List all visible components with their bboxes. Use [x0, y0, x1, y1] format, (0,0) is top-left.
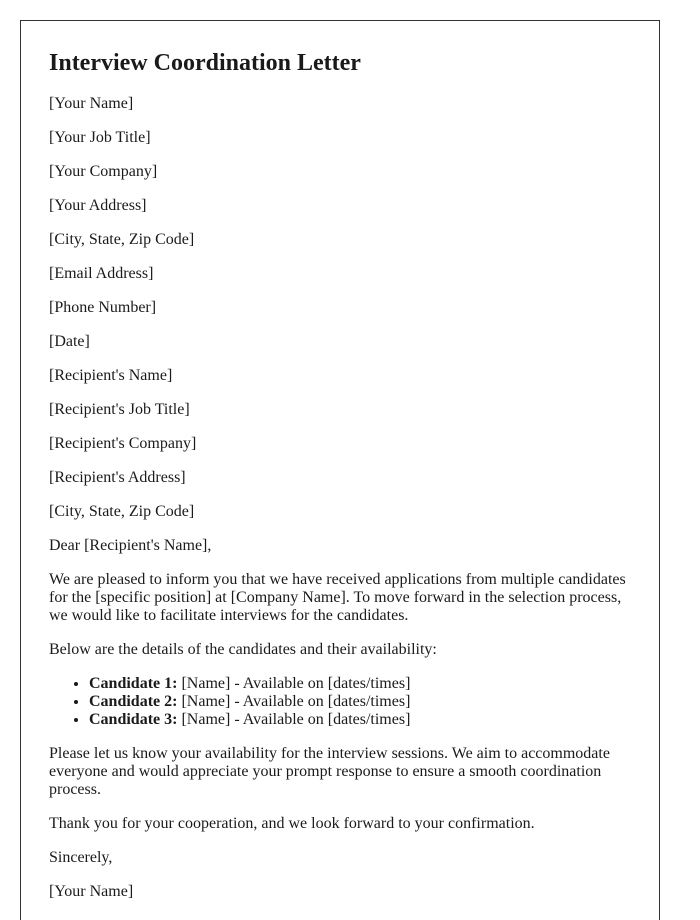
sender-email: [Email Address] — [49, 265, 154, 282]
recipient-name: [Recipient's Name] — [49, 367, 173, 384]
thanks-paragraph: Thank you for your cooperation, and we look forward to your confirmation. — [49, 815, 535, 832]
candidate-label: Candidate 3: — [89, 711, 178, 728]
candidate-list — [49, 675, 633, 729]
letter-header — [49, 95, 633, 571]
candidate-detail: [Name] - Available on [dates/times] — [177, 711, 411, 728]
recipient-address: [Recipient's Address] — [49, 469, 186, 486]
candidates-intro-paragraph: Below are the details of the candidates and their availability: — [49, 641, 437, 658]
recipient-company: [Recipient's Company] — [49, 435, 197, 452]
candidate-item — [89, 711, 633, 729]
letter-body — [49, 571, 633, 917]
sender-city-state-zip: [City, State, Zip Code] — [49, 231, 195, 248]
salutation: Dear [Recipient's Name], — [49, 537, 212, 554]
signature-name: [Your Name] — [49, 883, 134, 900]
candidate-label: Candidate 2: — [89, 693, 178, 710]
intro-paragraph: We are pleased to inform you that we have received applications from multiple candidates for the [specific position] at [Company Name]. To move forward in the selection process, we would like to facilitate interviews for the candidates. — [49, 571, 626, 624]
sender-company: [Your Company] — [49, 163, 158, 180]
letter-date: [Date] — [49, 333, 90, 350]
candidate-item — [89, 675, 633, 693]
letter-title: Interview Coordination Letter — [49, 50, 361, 76]
candidate-item — [89, 693, 633, 711]
letter-page — [20, 20, 660, 920]
candidate-label: Candidate 1: — [89, 675, 178, 692]
availability-paragraph: Please let us know your availability for the interview sessions. We aim to accommodate everyone and would appreciate your prompt response to ensure a smooth coordination process. — [49, 745, 610, 798]
candidate-detail: [Name] - Available on [dates/times] — [177, 693, 411, 710]
closing: Sincerely, — [49, 849, 113, 866]
candidate-detail: [Name] - Available on [dates/times] — [177, 675, 411, 692]
sender-name: [Your Name] — [49, 95, 134, 112]
sender-phone: [Phone Number] — [49, 299, 157, 316]
recipient-city-state-zip: [City, State, Zip Code] — [49, 503, 195, 520]
sender-address: [Your Address] — [49, 197, 147, 214]
recipient-job-title: [Recipient's Job Title] — [49, 401, 190, 418]
sender-job-title: [Your Job Title] — [49, 129, 151, 146]
